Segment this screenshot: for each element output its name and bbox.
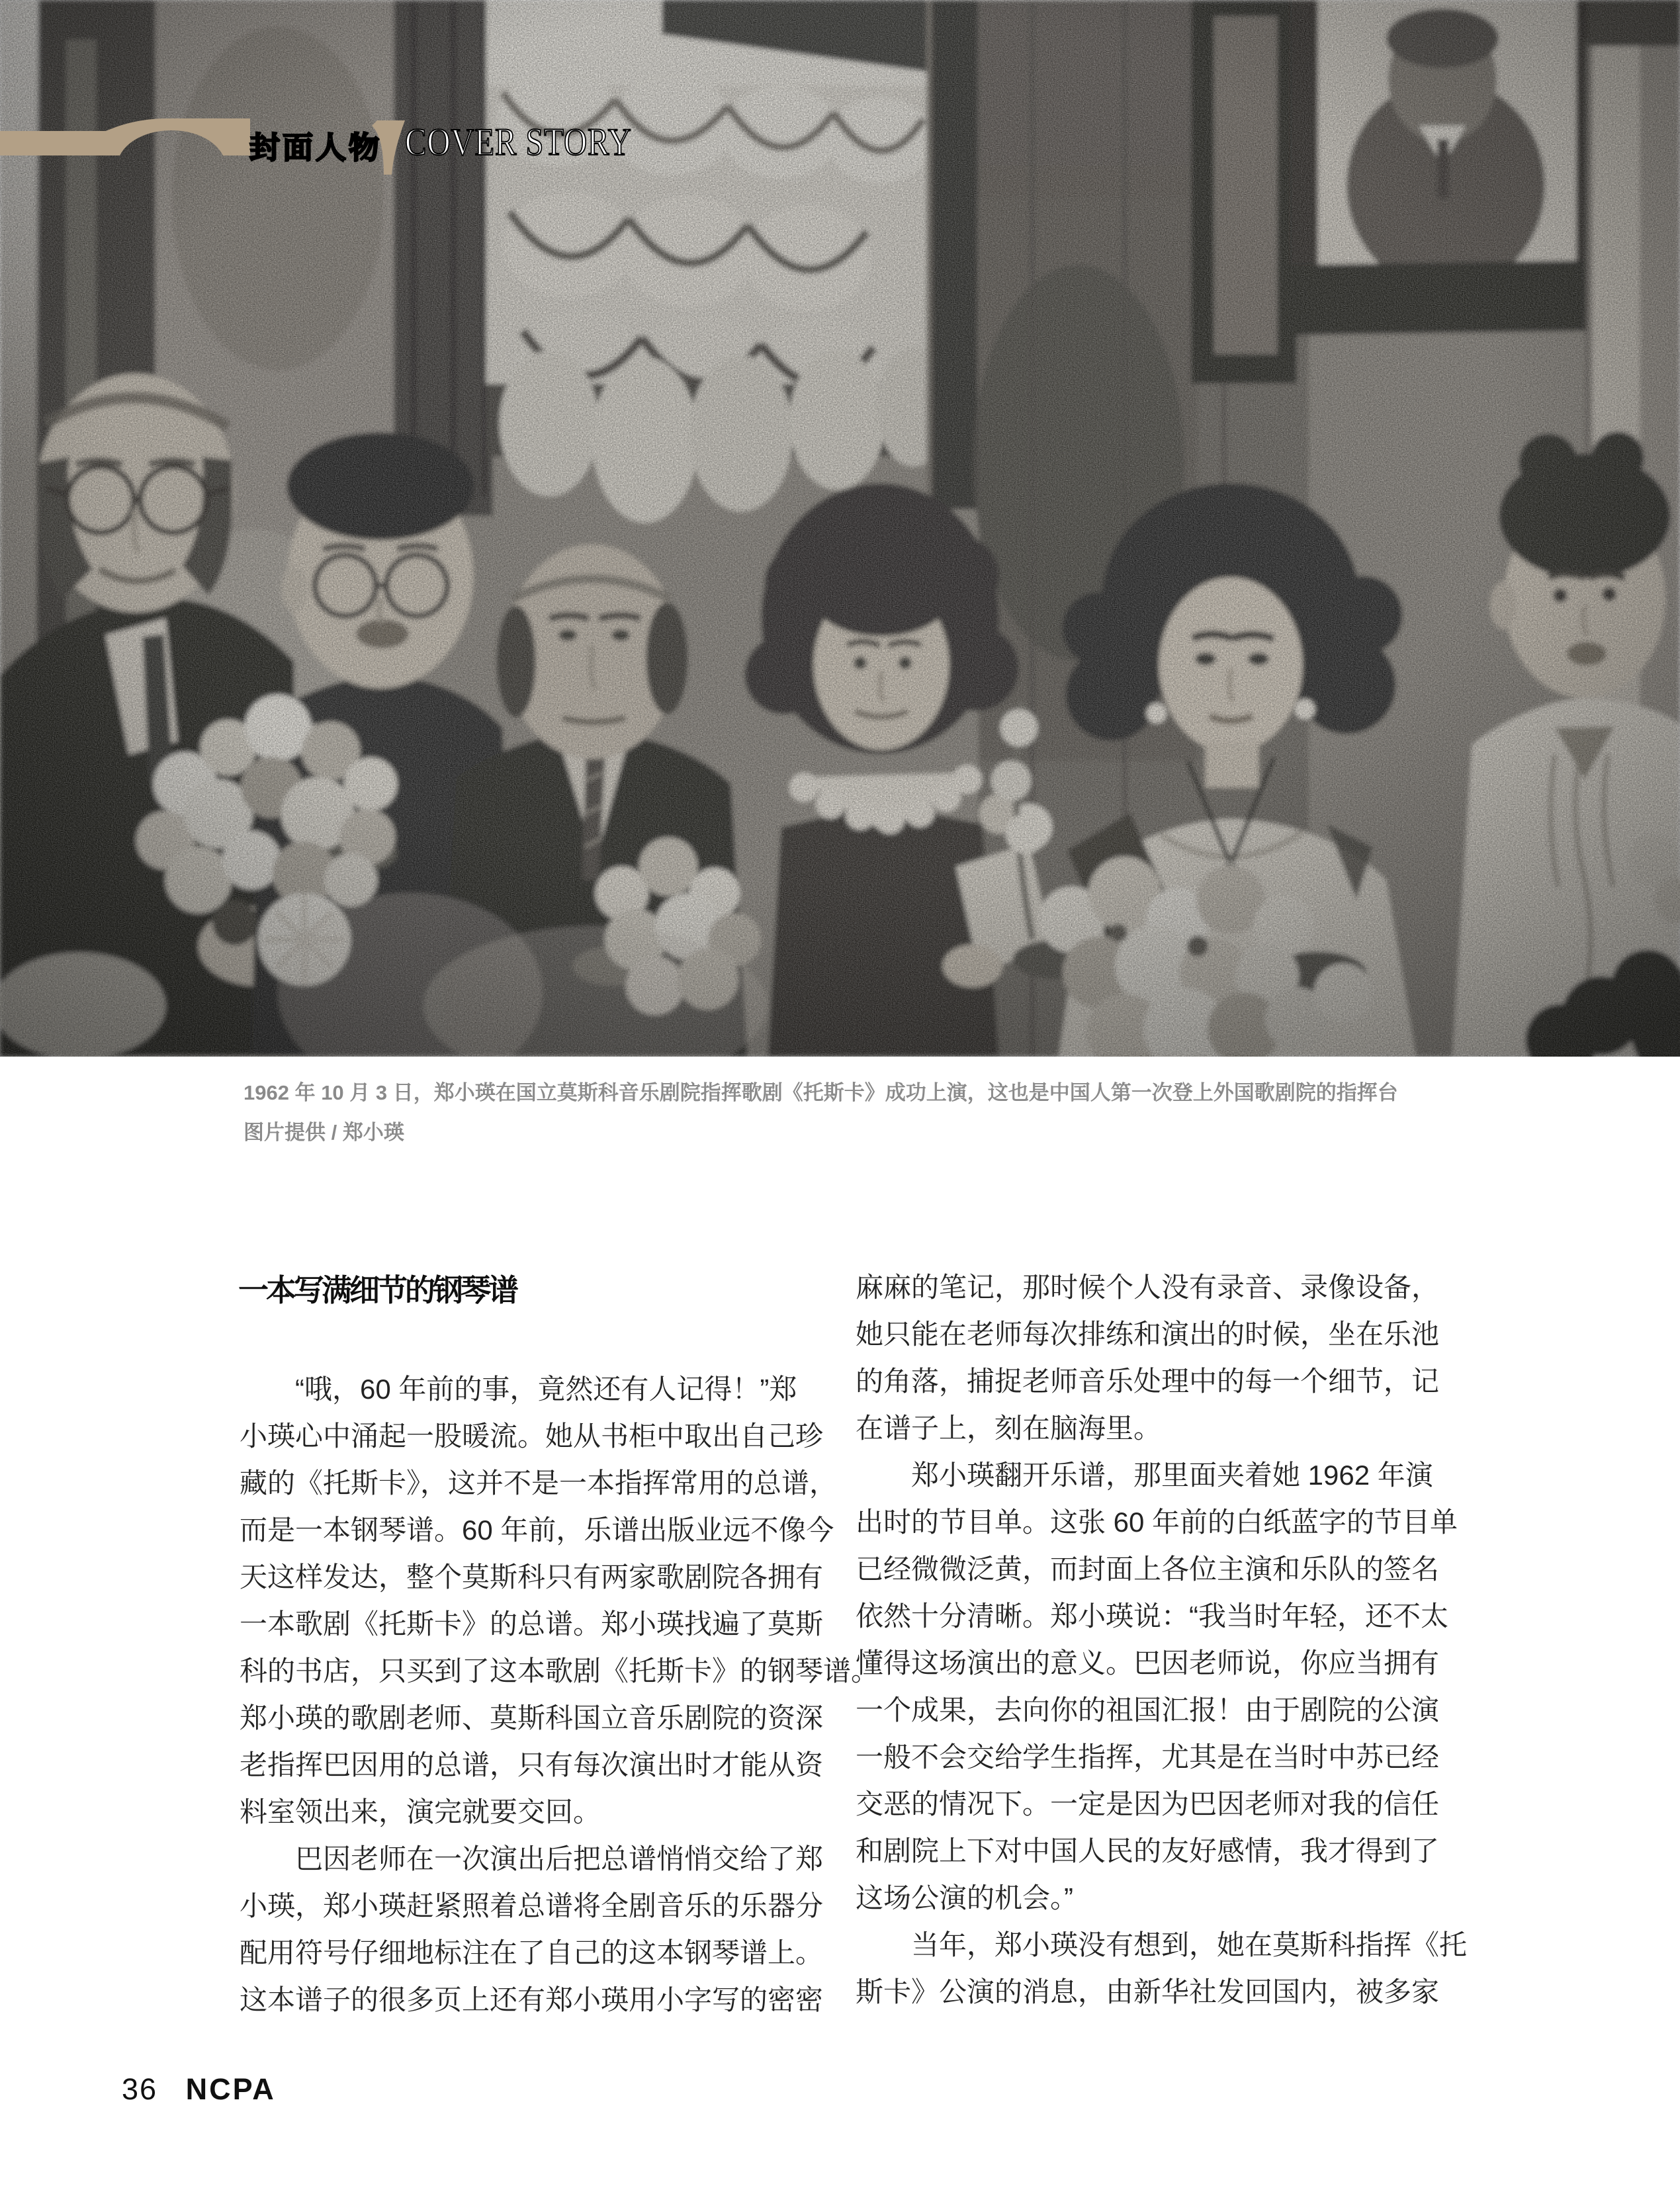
text-line: 小瑛，郑小瑛赶紧照着总谱将全剧音乐的乐器分 (240, 1890, 824, 1921)
text-line: 的角落，捕捉老师音乐处理中的每一个细节，记 (856, 1366, 1440, 1397)
page-number: 36 (122, 2072, 158, 2106)
text-line: 在谱子上，刻在脑海里。 (856, 1413, 1162, 1444)
text-line: 天这样发达，整个莫斯科只有两家歌剧院各拥有 (240, 1561, 824, 1593)
text-line: 已经微微泛黄，而封面上各位主演和乐队的签名 (856, 1553, 1440, 1585)
photo-caption (243, 1073, 1408, 1153)
text-line: 这场公演的机会。” (856, 1882, 1073, 1913)
text-line: 巴因老师在一次演出后把总谱悄悄交给了郑 (240, 1843, 824, 1874)
article-column-right (856, 1264, 1468, 2015)
text-line: 郑小瑛的歌剧老师、莫斯科国立音乐剧院的资深 (240, 1702, 824, 1733)
article-column-left (240, 1366, 879, 2023)
text-line: 当年，郑小瑛没有想到，她在莫斯科指挥《托 (856, 1929, 1468, 1960)
text-line: 配用符号仔细地标注在了自己的这本钢琴谱上。 (240, 1937, 824, 1968)
text-line: 这本谱子的很多页上还有郑小瑛用小字写的密密 (240, 1984, 824, 2015)
text-line: 一本歌剧《托斯卡》的总谱。郑小瑛找遍了莫斯 (240, 1608, 824, 1640)
text-line: 和剧院上下对中国人民的友好感情，我才得到了 (856, 1835, 1440, 1866)
text-line: 而是一本钢琴谱。60 年前，乐谱出版业远不像今 (240, 1514, 834, 1546)
text-line: 科的书店，只买到了这本歌剧《托斯卡》的钢琴谱。 (240, 1655, 879, 1686)
text-line: 老指挥巴因用的总谱，只有每次演出时才能从资 (240, 1749, 824, 1780)
text-line: 一般不会交给学生指挥，尤其是在当时中苏已经 (856, 1741, 1440, 1772)
text-line: 藏的《托斯卡》，这并不是一本指挥常用的总谱， (240, 1467, 838, 1499)
text-line: 斯卡》公演的消息，由新华社发回国内，被多家 (856, 1976, 1440, 2007)
magazine-brand: NCPA (185, 2072, 276, 2106)
text-line: 麻麻的笔记，那时候个人没有录音、录像设备， (856, 1272, 1440, 1303)
text-line: 懂得这场演出的意义。巴因老师说，你应当拥有 (856, 1647, 1440, 1679)
text-line: “哦，60 年前的事，竟然还有人记得！”郑 (240, 1374, 797, 1405)
text-line: 郑小瑛翻开乐谱，那里面夹着她 1962 年演 (856, 1460, 1433, 1491)
section-title-cn: 封面人物 (249, 130, 382, 165)
section-title-en: COVER STORY (405, 120, 632, 163)
section-header (0, 116, 728, 189)
text-line: 她只能在老师每次排练和演出的时候，坐在乐池 (856, 1319, 1440, 1350)
article-heading: 一本写满细节的钢琴谱 (238, 1273, 516, 1307)
text-line: 小瑛心中涌起一股暖流。她从书柜中取出自己珍 (240, 1421, 824, 1452)
page-footer (122, 2072, 276, 2107)
text-line: 一个成果，去向你的祖国汇报！由于剧院的公演 (856, 1694, 1440, 1726)
text-line: 交恶的情况下。一定是因为巴因老师对我的信任 (856, 1788, 1440, 1819)
text-line: 料室领出来，演完就要交回。 (240, 1796, 601, 1827)
photo-caption-credit: 图片提供 / 郑小瑛 (243, 1121, 404, 1144)
text-line: 依然十分清晰。郑小瑛说：“我当时年轻，还不太 (856, 1600, 1448, 1632)
photo-caption-line1: 1962 年 10 月 3 日，郑小瑛在国立莫斯科音乐剧院指挥歌剧《托斯卡》成功上演，这也是中国人第一次登上外国歌剧院的指挥台 (243, 1081, 1398, 1104)
text-line: 出时的节目单。这张 60 年前的白纸蓝字的节目单 (856, 1507, 1458, 1538)
